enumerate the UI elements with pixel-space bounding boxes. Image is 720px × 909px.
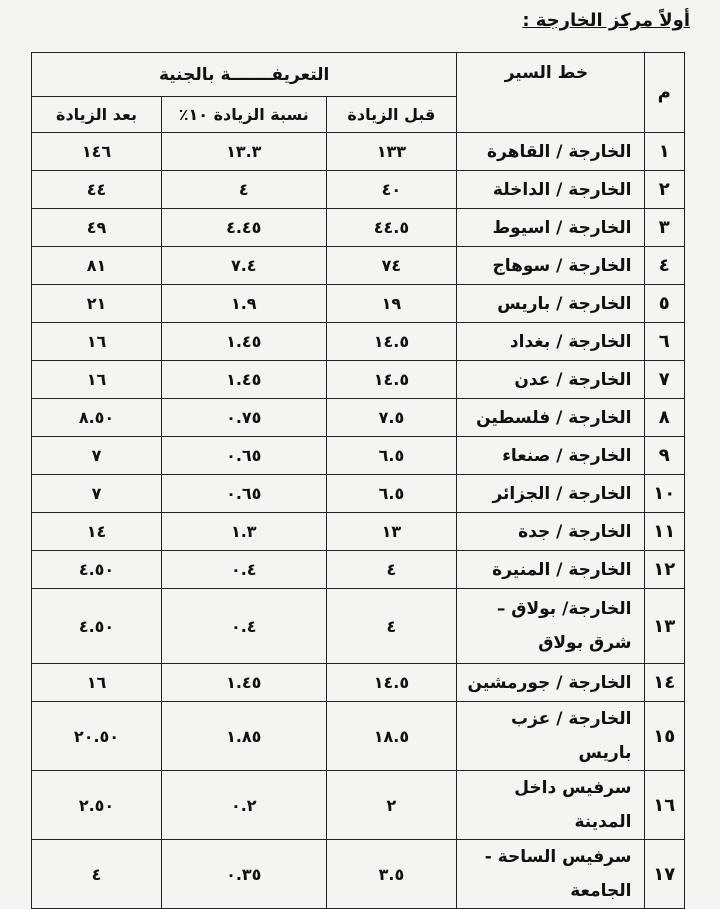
fare-before-cell [326, 551, 457, 589]
fare-after-cell [32, 285, 162, 323]
table-row [32, 589, 685, 664]
route-cell [457, 475, 644, 513]
route-cell-text: الخارجة / الداخلة [492, 179, 632, 200]
fare-before-cell-text: ١٨.٥ [373, 726, 410, 746]
fare-before-cell-text: ٤ [386, 616, 397, 636]
fare-table-body [32, 133, 685, 909]
row-number-text: ١٧ [653, 863, 676, 885]
row-number [644, 475, 684, 513]
row-number-text: ٥ [658, 293, 670, 314]
row-number [644, 285, 684, 323]
route-cell [457, 285, 644, 323]
row-number-text: ١ [658, 141, 670, 162]
fare-before-cell [326, 702, 457, 771]
increase-cell-text: ١٣.٣ [226, 142, 262, 161]
row-number [644, 840, 684, 909]
route-cell [457, 133, 644, 171]
route-cell [457, 361, 644, 399]
fare-before-cell [326, 133, 457, 171]
route-cell [457, 551, 644, 589]
row-number [644, 133, 684, 171]
route-cell-text: الخارجة / عدن [514, 369, 632, 390]
table-row [32, 437, 685, 475]
fare-before-cell [326, 664, 457, 702]
increase-cell-text: ١.٨٥ [226, 726, 262, 746]
row-number-text: ١٣ [653, 615, 676, 637]
fare-after-cell-text: ٢.٥٠ [78, 795, 115, 815]
fare-before-cell-text: ١٩ [381, 294, 402, 313]
route-cell [457, 771, 644, 840]
fare-after-cell-text: ١٤٦ [81, 142, 112, 161]
increase-cell-text: ١.٩ [230, 294, 257, 313]
header-num: م [644, 53, 684, 133]
increase-cell-text: ٠.٤ [230, 616, 257, 636]
row-number [644, 702, 684, 771]
route-cell-text: الخارجة / فلسطين [476, 407, 632, 428]
fare-before-cell-text: ١٣ [381, 522, 402, 541]
fare-after-cell-text: ١٦ [86, 370, 107, 389]
row-number-text: ١٦ [653, 794, 676, 816]
increase-cell [162, 840, 327, 909]
route-cell-text: الخارجة / اسيوط [492, 217, 632, 238]
increase-cell-text: ٠.٦٥ [226, 484, 262, 503]
fare-after-cell-text: ٧ [91, 446, 102, 465]
increase-cell-text: ٧.٤ [230, 256, 257, 275]
table-row [32, 361, 685, 399]
row-number [644, 437, 684, 475]
fare-after-cell-text: ٤.٥٠ [78, 560, 115, 579]
increase-cell-text: ٠.٢ [230, 795, 257, 815]
route-cell [457, 840, 644, 909]
fare-after-cell-text: ١٦ [86, 332, 107, 351]
table-row [32, 171, 685, 209]
fare-before-cell [326, 399, 457, 437]
increase-cell [162, 589, 327, 664]
fare-after-cell [32, 589, 162, 664]
fare-before-cell-text: ٤ [386, 560, 397, 579]
fare-before-cell-text: ١٤.٥ [373, 332, 410, 351]
table-row [32, 840, 685, 909]
row-number-text: ٦ [658, 331, 670, 352]
route-cell [457, 589, 644, 664]
increase-cell-text: ١.٤٥ [226, 370, 262, 389]
route-cell [457, 437, 644, 475]
increase-cell-text: ١.٤٥ [226, 673, 262, 692]
fare-after-cell-text: ٤.٥٠ [78, 616, 115, 636]
row-number [644, 664, 684, 702]
increase-cell [162, 285, 327, 323]
route-cell-text: سرفيس داخل المدينة [514, 778, 632, 832]
fare-before-cell [326, 171, 457, 209]
fare-after-cell [32, 840, 162, 909]
increase-cell [162, 513, 327, 551]
route-cell-text: الخارجة / المنيرة [492, 559, 632, 580]
increase-cell [162, 171, 327, 209]
page-title: أولاً مركز الخارجة : [522, 10, 690, 31]
row-number-text: ١٢ [653, 559, 676, 580]
route-cell-text: الخارجة / جدة [518, 521, 632, 542]
table-row [32, 475, 685, 513]
table-row [32, 247, 685, 285]
increase-cell [162, 399, 327, 437]
row-number [644, 589, 684, 664]
fare-before-cell-text: ٤٠ [381, 180, 402, 199]
increase-cell [162, 664, 327, 702]
row-number-text: ١٠ [653, 483, 676, 504]
row-number-text: ١٤ [653, 672, 676, 693]
fare-after-cell-text: ٧ [91, 484, 102, 503]
header-before: قبل الزيادة [326, 97, 457, 133]
row-number-text: ٢ [658, 179, 670, 200]
increase-cell [162, 247, 327, 285]
increase-cell [162, 475, 327, 513]
row-number [644, 551, 684, 589]
fare-after-cell [32, 771, 162, 840]
fare-before-cell-text: ١٤.٥ [373, 370, 410, 389]
fare-after-cell [32, 209, 162, 247]
header-fare-group: التعريفـــــــة بالجنية [32, 53, 457, 97]
row-number-text: ٧ [658, 369, 670, 390]
fare-after-cell-text: ٢١ [86, 294, 107, 313]
increase-cell [162, 702, 327, 771]
row-number [644, 399, 684, 437]
table-row [32, 702, 685, 771]
fare-after-cell-text: ٨١ [86, 256, 107, 275]
route-cell-text: الخارجة / عزب باريس [511, 709, 632, 763]
increase-cell [162, 323, 327, 361]
fare-before-cell [326, 209, 457, 247]
route-cell-text: الخارجة / باريس [497, 293, 632, 314]
fare-after-cell [32, 133, 162, 171]
route-cell-text: الخارجة / الجزائر [492, 483, 632, 504]
fare-before-cell-text: ٢ [386, 795, 397, 815]
increase-cell-text: ٠.٣٥ [226, 864, 262, 884]
fare-after-cell [32, 437, 162, 475]
increase-cell-text: ٤.٤٥ [226, 218, 262, 237]
table-row [32, 771, 685, 840]
table-row [32, 664, 685, 702]
fare-before-cell-text: ١٤.٥ [373, 673, 410, 692]
row-number-text: ١٥ [653, 725, 676, 747]
fare-before-cell [326, 513, 457, 551]
fare-before-cell-text: ٣.٥ [378, 864, 405, 884]
table-row [32, 399, 685, 437]
route-cell [457, 171, 644, 209]
fare-before-cell-text: ٦.٥ [378, 446, 405, 465]
fare-after-cell [32, 247, 162, 285]
row-number [644, 323, 684, 361]
increase-cell-text: ٤ [238, 180, 249, 199]
fare-after-cell-text: ١٦ [86, 673, 107, 692]
row-number-text: ٨ [658, 407, 670, 428]
row-number-text: ٩ [658, 445, 670, 466]
route-cell-text: الخارجة / سوهاج [492, 255, 632, 276]
increase-cell [162, 209, 327, 247]
fare-before-cell [326, 840, 457, 909]
increase-cell [162, 361, 327, 399]
fare-before-cell-text: ٧٤ [381, 256, 402, 275]
fare-before-cell-text: ١٣٣ [376, 142, 407, 161]
fare-after-cell-text: ٨.٥٠ [78, 408, 115, 427]
increase-cell-text: ١.٣ [230, 522, 257, 541]
route-cell [457, 702, 644, 771]
header-pct: نسبة الزيادة ١٠٪ [162, 97, 327, 133]
increase-cell-text: ٠.٤ [230, 560, 257, 579]
fare-after-cell [32, 171, 162, 209]
route-cell [457, 247, 644, 285]
fare-after-cell [32, 323, 162, 361]
increase-cell [162, 551, 327, 589]
increase-cell [162, 771, 327, 840]
header-after: بعد الزيادة [32, 97, 162, 133]
increase-cell [162, 133, 327, 171]
table-row [32, 551, 685, 589]
fare-before-cell [326, 475, 457, 513]
fare-before-cell [326, 247, 457, 285]
fare-after-cell-text: ٢٠.٥٠ [73, 726, 120, 746]
fare-before-cell [326, 589, 457, 664]
fare-after-cell [32, 513, 162, 551]
fare-after-cell-text: ٤٩ [86, 218, 107, 237]
fare-after-cell-text: ١٤ [86, 522, 107, 541]
fare-before-cell [326, 361, 457, 399]
increase-cell [162, 437, 327, 475]
route-cell-text: الخارجة/ بولاق – شرق بولاق [496, 599, 632, 653]
header-route: خط السير [457, 53, 644, 133]
route-cell [457, 209, 644, 247]
fare-before-cell-text: ٧.٥ [378, 408, 405, 427]
fare-after-cell [32, 475, 162, 513]
fare-before-cell-text: ٤٤.٥ [373, 218, 410, 237]
increase-cell-text: ٠.٧٥ [226, 408, 262, 427]
fare-before-cell-text: ٦.٥ [378, 484, 405, 503]
fare-after-cell-text: ٤٤ [86, 180, 107, 199]
fare-table [31, 52, 685, 909]
row-number-text: ٤ [658, 255, 670, 276]
fare-before-cell [326, 285, 457, 323]
fare-before-cell [326, 323, 457, 361]
route-cell-text: الخارجة / صنعاء [502, 445, 632, 466]
fare-before-cell [326, 437, 457, 475]
route-cell [457, 513, 644, 551]
route-cell-text: الخارجة / القاهرة [487, 141, 632, 162]
route-cell-text: الخارجة / جورمشين [467, 672, 632, 693]
route-cell [457, 664, 644, 702]
fare-after-cell [32, 702, 162, 771]
row-number [644, 513, 684, 551]
route-cell [457, 399, 644, 437]
route-cell-text: سرفيس الساحة - الجامعة [484, 847, 632, 901]
row-number [644, 171, 684, 209]
increase-cell-text: ٠.٦٥ [226, 446, 262, 465]
row-number [644, 247, 684, 285]
increase-cell-text: ١.٤٥ [226, 332, 262, 351]
fare-after-cell [32, 551, 162, 589]
route-cell [457, 323, 644, 361]
row-number [644, 209, 684, 247]
row-number [644, 771, 684, 840]
fare-after-cell [32, 361, 162, 399]
fare-before-cell [326, 771, 457, 840]
row-number-text: ١١ [653, 521, 676, 542]
row-number [644, 361, 684, 399]
table-row [32, 323, 685, 361]
table-row [32, 513, 685, 551]
fare-after-cell [32, 664, 162, 702]
table-row [32, 285, 685, 323]
row-number-text: ٣ [658, 217, 670, 238]
route-cell-text: الخارجة / بغداد [509, 331, 632, 352]
fare-after-cell-text: ٤ [91, 864, 102, 884]
fare-after-cell [32, 399, 162, 437]
table-row [32, 133, 685, 171]
table-row [32, 209, 685, 247]
